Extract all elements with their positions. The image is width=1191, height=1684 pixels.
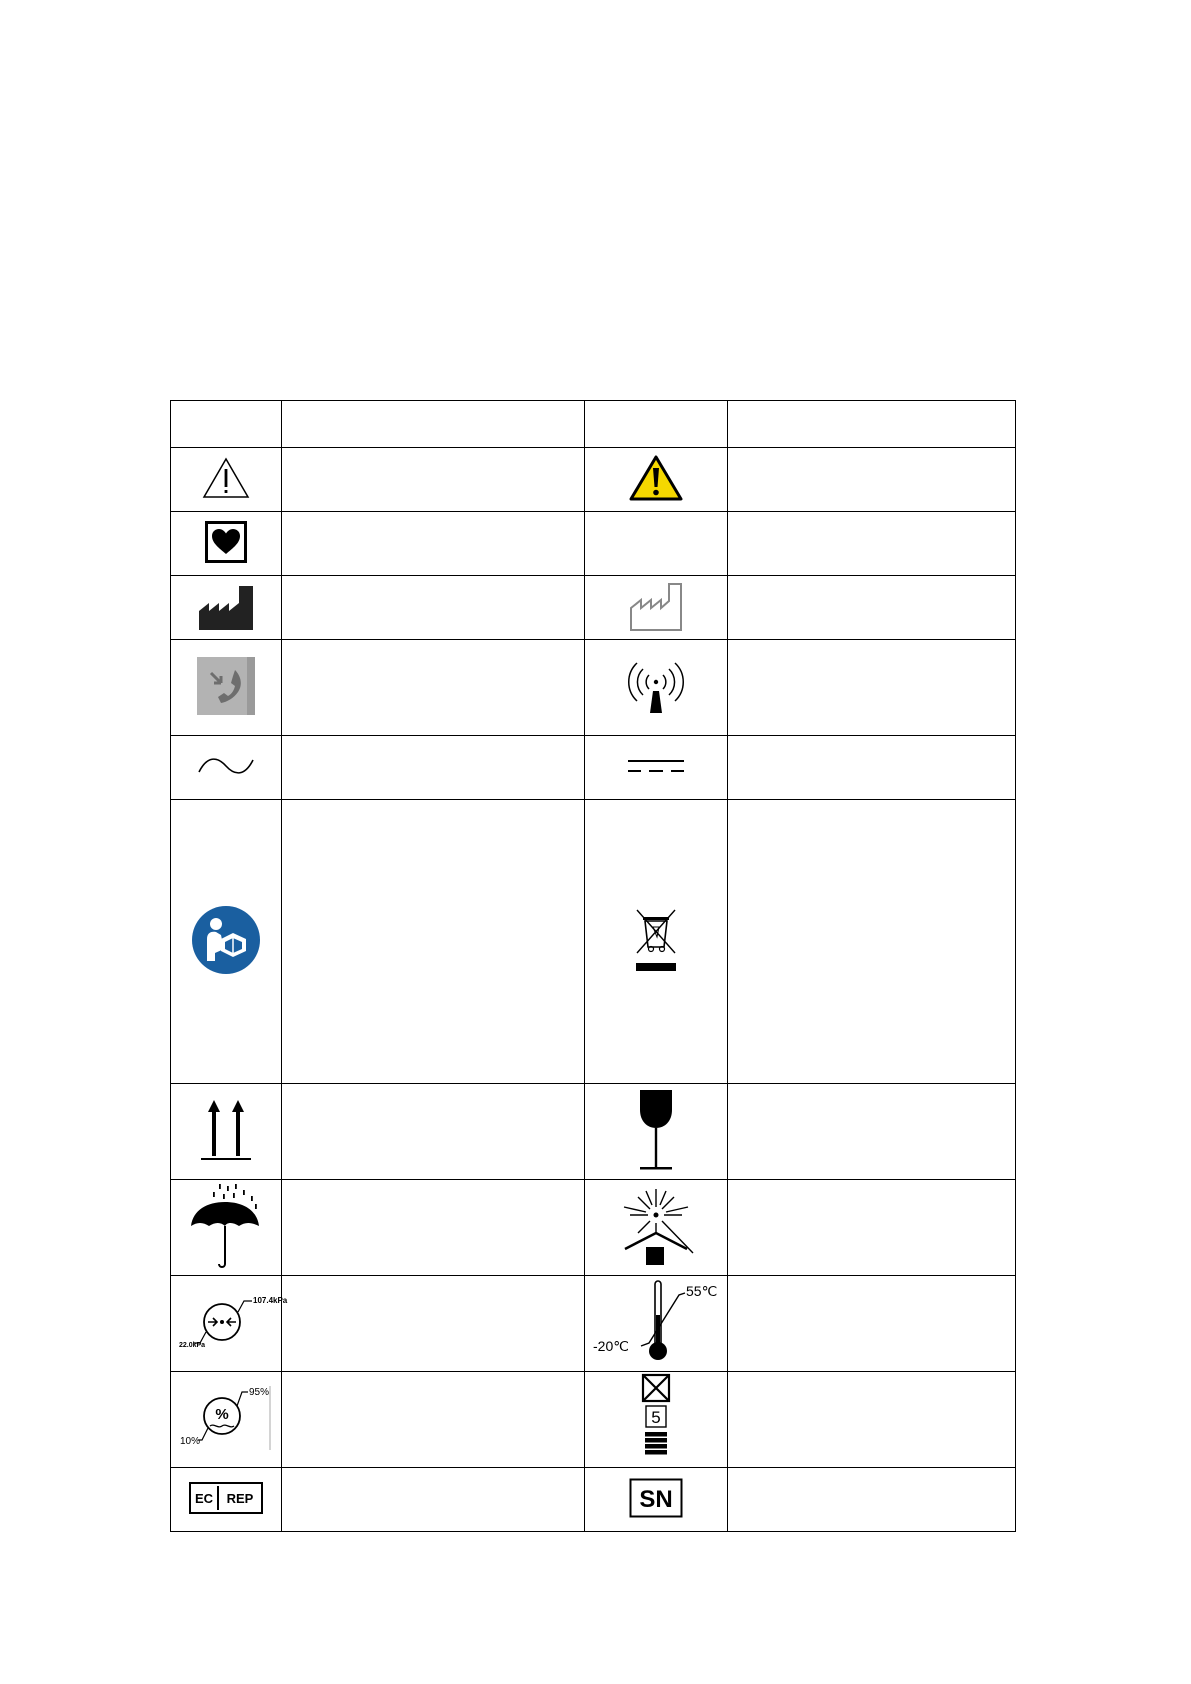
description-cell (282, 1180, 585, 1276)
symbol-cell (171, 1180, 282, 1276)
stacking-limit-icon (641, 1374, 671, 1462)
symbol-cell (585, 640, 728, 736)
phone-handset-icon (197, 657, 255, 715)
description-cell (728, 736, 1016, 800)
symbol-cell (171, 800, 282, 1084)
non-ionizing-radiation-icon (624, 657, 688, 715)
keep-away-from-sunlight-icon (613, 1185, 699, 1267)
symbol-cell (585, 1084, 728, 1180)
stack-number: 5 (651, 1408, 661, 1427)
rep-label: REP (226, 1491, 254, 1506)
description-cell (282, 640, 585, 736)
header-cell-1 (171, 401, 282, 448)
description-cell (728, 1276, 1016, 1372)
humidity-sign: % (215, 1406, 229, 1423)
this-way-up-icon (199, 1098, 253, 1162)
serial-label: SN (639, 1486, 673, 1513)
alternating-current-icon (197, 754, 255, 778)
read-manual-icon (191, 905, 261, 975)
table-row (171, 512, 1016, 576)
manufacturer-factory-icon (198, 581, 254, 631)
description-cell (728, 1180, 1016, 1276)
symbol-cell (585, 576, 728, 640)
table-row (171, 1276, 1016, 1372)
description-cell (728, 640, 1016, 736)
description-cell (728, 448, 1016, 512)
description-cell (282, 736, 585, 800)
description-cell (728, 1084, 1016, 1180)
symbol-cell (585, 448, 728, 512)
humidity-limit-icon (178, 1382, 274, 1454)
warning-yellow-triangle-icon (628, 454, 684, 502)
description-cell (728, 800, 1016, 1084)
symbol-cell (171, 576, 282, 640)
description-cell (282, 1276, 585, 1372)
table-row (171, 1468, 1016, 1532)
description-cell (282, 448, 585, 512)
symbol-cell (171, 1372, 282, 1468)
symbol-cell (585, 1372, 728, 1468)
direct-current-icon (627, 756, 685, 776)
pressure-low-label: 22.0kPa (179, 1342, 206, 1349)
symbol-cell (585, 800, 728, 1084)
temperature-limit-icon (591, 1279, 721, 1365)
header-cell-3 (585, 401, 728, 448)
temp-high-label: 55℃ (686, 1283, 718, 1299)
table-row (171, 1372, 1016, 1468)
humidity-high-label: 95% (249, 1387, 270, 1398)
description-cell (728, 576, 1016, 640)
description-cell (282, 1084, 585, 1180)
symbol-cell (171, 1084, 282, 1180)
symbol-cell (171, 640, 282, 736)
table-row (171, 576, 1016, 640)
table-row (171, 736, 1016, 800)
symbol-table (170, 400, 1016, 1532)
symbol-cell (171, 736, 282, 800)
symbol-cell (585, 1468, 728, 1532)
symbol-cell (171, 448, 282, 512)
description-cell (282, 512, 585, 576)
symbol-cell (171, 1468, 282, 1532)
table-header-row (171, 401, 1016, 448)
symbol-cell (171, 512, 282, 576)
description-cell (282, 576, 585, 640)
table-row (171, 800, 1016, 1084)
description-cell (728, 1468, 1016, 1532)
caution-triangle-icon (202, 457, 250, 499)
temp-low-label: -20℃ (593, 1338, 629, 1354)
description-cell (728, 512, 1016, 576)
humidity-low-label: 10% (180, 1436, 201, 1447)
empty-symbol-cell (585, 512, 728, 576)
symbol-cell (171, 1276, 288, 1372)
table-row (171, 640, 1016, 736)
serial-number-icon (629, 1478, 683, 1518)
ec-label: EC (194, 1491, 214, 1506)
heart-in-square-icon (205, 521, 247, 563)
table-row (171, 1180, 1016, 1276)
description-cell (282, 1372, 585, 1468)
date-of-manufacture-icon (629, 580, 683, 632)
table-row (171, 1084, 1016, 1180)
keep-dry-umbrella-icon (189, 1182, 263, 1270)
description-cell (282, 1468, 585, 1532)
symbol-cell (585, 1180, 728, 1276)
header-cell-4 (728, 401, 1016, 448)
symbol-cell (585, 736, 728, 800)
symbol-cell (585, 1276, 728, 1372)
weee-crossed-bin-icon (631, 907, 681, 973)
table-row (171, 448, 1016, 512)
header-cell-2 (282, 401, 585, 448)
atmospheric-pressure-limit-icon (178, 1287, 288, 1357)
description-cell (282, 800, 585, 1084)
pressure-high-label: 107.4kPa (253, 1296, 288, 1305)
description-cell (728, 1372, 1016, 1468)
fragile-glass-icon (636, 1088, 676, 1172)
ec-rep-icon (189, 1482, 263, 1514)
